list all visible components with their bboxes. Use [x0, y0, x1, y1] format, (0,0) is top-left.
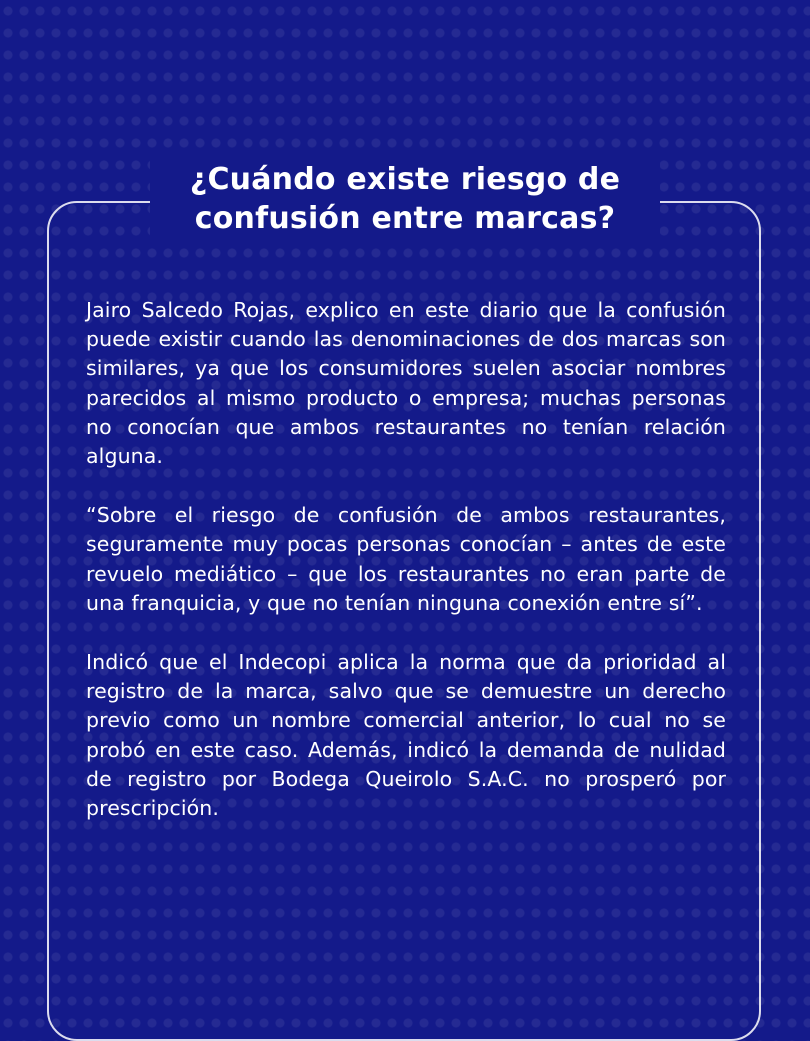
- page-title: ¿Cuándo existe riesgo de confusión entre marcas?: [189, 162, 621, 236]
- paragraph-conclusion: Indicó que el Indecopi aplica la norma que da prioridad al registro de la marca, salvo que se demuestre un derecho previo como un nombre comercial anterior, lo cual no se probó en este caso. Además, indicó la demanda de nulidad de registro por Bodega Queirolo S.A.C. no prosperó por prescripción.: [86, 650, 726, 821]
- paragraph-quote: “Sobre el riesgo de confusión de ambos restaurantes, seguramente muy pocas personas conocían – antes de este revuelo mediático – que los restaurantes no eran parte de una franquicia, y que no tenían ninguna conexión entre sí”.: [86, 503, 726, 615]
- paragraph-intro: Jairo Salcedo Rojas, explico en este diario que la confusión puede existir cuando las denominaciones de dos marcas son similares, ya que los consumidores suelen asociar nombres parecidos al mismo producto o empresa; muchas personas no conocían que ambos restaurantes no tenían relación alguna.: [86, 298, 726, 469]
- article-body: [86, 296, 726, 853]
- title-container: [150, 160, 660, 238]
